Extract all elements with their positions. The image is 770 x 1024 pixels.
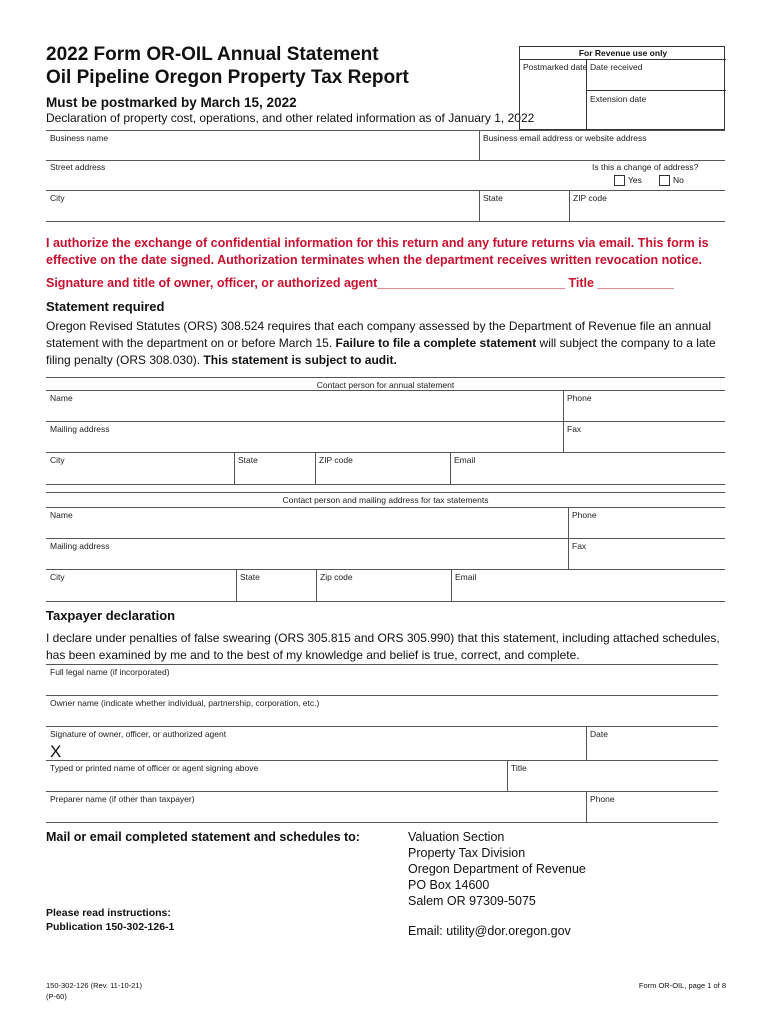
annual-email-field[interactable]: Email xyxy=(454,455,476,465)
mailing-address-block xyxy=(408,829,586,909)
business-email-field[interactable]: Business email address or website address xyxy=(483,133,647,143)
change-yes-option[interactable] xyxy=(614,175,642,186)
tax-contact-name-field[interactable]: Name xyxy=(50,510,73,520)
publication-number: Publication 150-302-126-1 xyxy=(46,921,175,933)
statement-text-bold1: Failure to file a complete statement xyxy=(335,336,537,350)
change-no-option[interactable] xyxy=(659,175,684,186)
business-state-field[interactable]: State xyxy=(483,193,503,203)
statement-text-part2: will subject the company to a late filing penalty (ORS 308.030). xyxy=(46,336,716,367)
tax-contact-phone-field[interactable]: Phone xyxy=(572,510,597,520)
authorization-signature-line[interactable]: Signature and title of owner, officer, or authorized agent___________________________ Title ___________ xyxy=(46,276,674,290)
no-checkbox[interactable] xyxy=(659,175,670,186)
statement-text-part1: Oregon Revised Statutes (ORS) 308.524 requires that each company assessed by the Department of Revenue file an annual statement with the department on or before March 15. xyxy=(46,319,712,350)
change-address-question: Is this a change of address? xyxy=(592,162,699,172)
owner-name-field[interactable]: Owner name (indicate whether individual, partnership, corporation, etc.) xyxy=(50,698,320,708)
declaration-note: Declaration of property cost, operations, and other related information as of January 1, 2022 xyxy=(46,111,535,125)
taxpayer-declaration-text: I declare under penalties of false swearing (ORS 305.815 and ORS 305.990) that this statement, including attached schedules, has been examined by me and to the best of my knowledge and belief is true, correct, and complete. xyxy=(46,631,720,662)
taxpayer-declaration-heading: Taxpayer declaration xyxy=(46,608,176,623)
form-code: (P-60) xyxy=(46,992,67,1001)
tax-fax-field[interactable]: Fax xyxy=(572,541,587,551)
annual-fax-field[interactable]: Fax xyxy=(567,424,582,434)
deadline-text: Must be postmarked by March 15, 2022 xyxy=(46,95,297,110)
business-city-field[interactable]: City xyxy=(50,193,65,203)
street-address-field[interactable]: Street address xyxy=(50,162,106,172)
page-indicator: Form OR-OIL, page 1 of 8 xyxy=(638,981,726,990)
full-legal-name-field[interactable]: Full legal name (if incorporated) xyxy=(50,667,170,677)
contact-tax-heading: Contact person and mailing address for tax statements xyxy=(282,495,489,505)
address-line: Property Tax Division xyxy=(408,846,526,860)
annual-zip-field[interactable]: ZIP code xyxy=(319,455,353,465)
yes-label: Yes xyxy=(628,175,642,185)
annual-city-field[interactable]: City xyxy=(50,455,65,465)
address-line: PO Box 14600 xyxy=(408,878,490,892)
form-title-line1: 2022 Form OR-OIL Annual Statement xyxy=(46,44,379,65)
signer-title-field[interactable]: Title xyxy=(511,763,527,773)
preparer-phone-field[interactable]: Phone xyxy=(590,794,615,804)
yes-checkbox[interactable] xyxy=(614,175,625,186)
address-line: Valuation Section xyxy=(408,830,505,844)
extension-date-field[interactable]: Extension date xyxy=(590,94,647,104)
annual-state-field[interactable]: State xyxy=(238,455,258,465)
tax-city-field[interactable]: City xyxy=(50,572,65,582)
address-line: Oregon Department of Revenue xyxy=(408,862,586,876)
mail-instruction: Mail or email completed statement and schedules to: xyxy=(46,830,360,844)
typed-name-field[interactable]: Typed or printed name of officer or agent signing above xyxy=(50,763,259,773)
statement-required-heading: Statement required xyxy=(46,299,165,314)
tax-email-field[interactable]: Email xyxy=(455,572,477,582)
no-label: No xyxy=(673,175,684,185)
revenue-use-heading: For Revenue use only xyxy=(578,48,668,58)
statement-required-text xyxy=(46,318,728,369)
tax-state-field[interactable]: State xyxy=(240,572,260,582)
signature-x-mark: X xyxy=(50,742,62,761)
annual-mailing-address-field[interactable]: Mailing address xyxy=(50,424,110,434)
read-instructions: Please read instructions: xyxy=(46,907,171,919)
business-name-field[interactable]: Business name xyxy=(50,133,109,143)
date-received-field[interactable]: Date received xyxy=(590,62,643,72)
postmarked-date-field[interactable]: Postmarked date xyxy=(523,62,588,72)
signature-field[interactable]: Signature of owner, officer, or authorized agent xyxy=(50,729,227,739)
email-authorization-text: I authorize the exchange of confidential information for this return and any future returns via email. This form is effective on the date signed. Authorization terminates when the department receives written revocation notice. xyxy=(46,236,709,267)
contact-annual-heading: Contact person for annual statement xyxy=(316,380,455,390)
annual-contact-phone-field[interactable]: Phone xyxy=(567,393,592,403)
tax-mailing-address-field[interactable]: Mailing address xyxy=(50,541,110,551)
email-address[interactable]: Email: utility@dor.oregon.gov xyxy=(408,924,571,938)
business-zip-field[interactable]: ZIP code xyxy=(573,193,607,203)
annual-contact-name-field[interactable]: Name xyxy=(50,393,73,403)
statement-text-bold2: This statement is subject to audit. xyxy=(203,353,397,367)
form-title-line2: Oil Pipeline Oregon Property Tax Report xyxy=(46,67,409,88)
signature-date-field[interactable]: Date xyxy=(590,729,608,739)
address-line: Salem OR 97309-5075 xyxy=(408,894,536,908)
tax-zip-field[interactable]: Zip code xyxy=(320,572,353,582)
preparer-name-field[interactable]: Preparer name (if other than taxpayer) xyxy=(50,794,195,804)
revenue-use-box xyxy=(519,46,725,130)
form-revision-number: 150-302-126 (Rev. 11-10-21) xyxy=(46,981,143,990)
